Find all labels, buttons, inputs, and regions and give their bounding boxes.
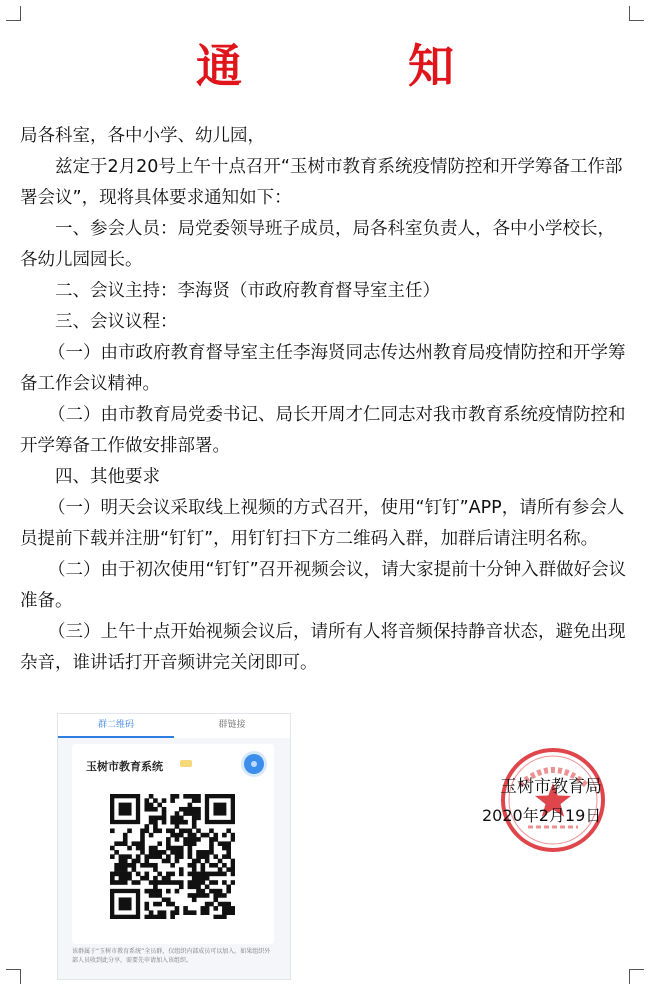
- tab-group-link[interactable]: 群链接: [218, 720, 246, 730]
- qr-panel: [72, 744, 274, 944]
- notice-title: 通 知: [196, 39, 514, 93]
- qr-note: 该群属于“玉树市教育系统”全员群，仅组织内部成员可以加入。如果组织外部人员收到此分享，需要先申请加入该组织。: [72, 948, 271, 964]
- tab-group-qr-code[interactable]: 群二维码: [58, 714, 174, 738]
- paragraph-agenda-item-2: （二）由市教育局党委书记、局长开周才仁同志对我市教育系统疫情防控和开学筹备工作做安排部署。: [20, 405, 626, 456]
- paragraph-intro: 兹定于2月20号上午十点召开“玉树市教育系统疫情防控和开学筹备工作部署会议”，现将具体要求通知如下：: [20, 157, 623, 208]
- paragraph-agenda-item-1: （一）由市政府教育督导室主任李海贤同志传达州教育局疫情防控和开学筹备工作会议精神。: [20, 343, 626, 394]
- paragraph-attendees: 一、参会人员：局党委领导班子成员，局各科室负责人，各中小学校长，各幼儿园园长。: [20, 219, 615, 270]
- issue-date: 2020年2月19日: [482, 806, 602, 825]
- paragraph-other-heading: 四、其他要求: [55, 467, 160, 487]
- qr-screenshot-card: [57, 713, 291, 980]
- crop-mark-bottom-right: [629, 969, 644, 984]
- qr-tabs: [58, 714, 290, 738]
- issuer-name: 玉树市教育局: [500, 777, 602, 797]
- addressee: 局各科室，各中小学、幼儿园，: [20, 126, 265, 146]
- paragraph-requirement-2: （二）由于初次使用“钉钉”召开视频会议，请大家提前十分钟入群做好会议准备。: [20, 560, 627, 611]
- paragraph-agenda-heading: 三、会议议程：: [55, 312, 178, 332]
- group-name: 玉树市教育系统: [86, 760, 163, 773]
- paragraph-host: 二、会议主持：李海贤（市政府教育督导室主任）: [55, 281, 440, 301]
- paragraph-requirement-1: （一）明天会议采取线上视频的方式召开，使用“钉钉”APP，请所有参会人员提前下载并注册“钉钉”，用钉钉扫下方二维码入群，加群后请注明名称。: [20, 498, 625, 549]
- crop-mark-bottom-left: [6, 969, 21, 984]
- crop-mark-top-right: [629, 6, 644, 21]
- qr-code-icon: [110, 794, 235, 919]
- notice-body: [20, 121, 632, 679]
- group-badge-icon: [180, 760, 192, 767]
- paragraph-requirement-3: （三）上午十点开始视频会议后，请所有人将音频保持静音状态，避免出现杂音，谁讲话打开音频讲完关闭即可。: [20, 622, 626, 673]
- official-seal-icon: [498, 745, 608, 855]
- crop-mark-top-left: [6, 6, 21, 21]
- group-avatar: [244, 754, 264, 774]
